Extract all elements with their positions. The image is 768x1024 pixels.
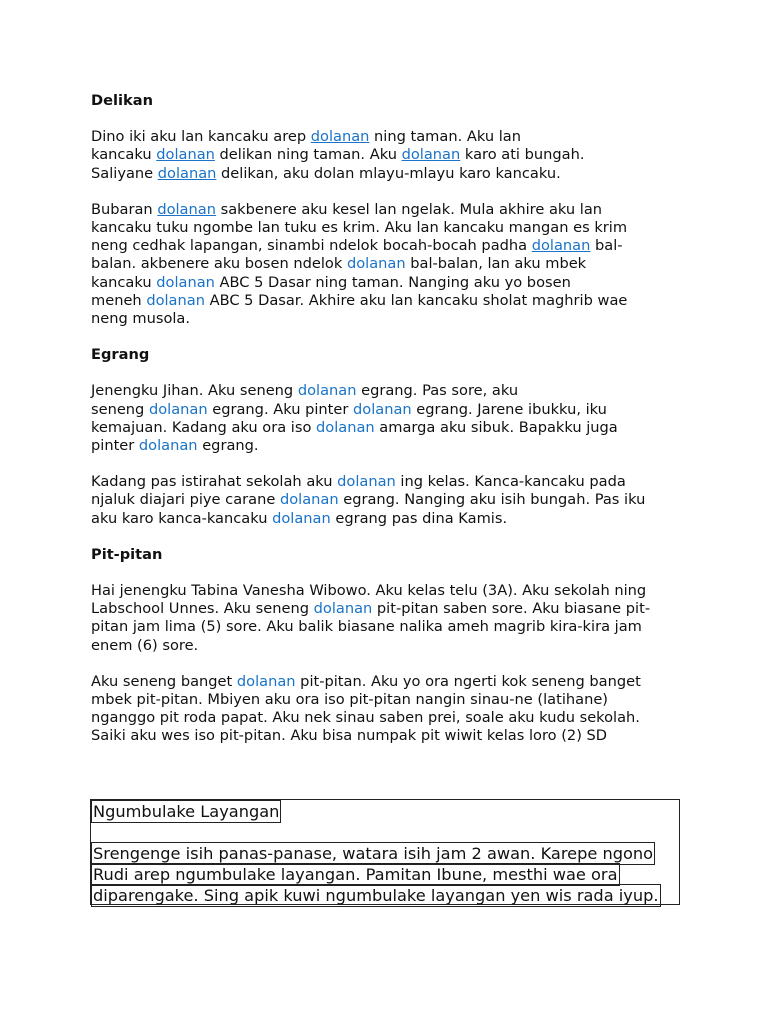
text-run: egrang. Jarene ibukku, iku	[411, 400, 607, 418]
keyword-text: dolanan	[156, 273, 215, 291]
text-run: egrang. Pas sore, aku	[356, 382, 519, 400]
text-line	[91, 201, 681, 219]
text-run: bal-balan, lan aku mbek	[405, 255, 587, 273]
dolanan-link[interactable]: dolanan	[401, 146, 461, 164]
text-run: Saiki aku wes iso pit-pitan. Aku bisa numpak pit wiwit kelas loro (2) SD	[91, 727, 608, 745]
text-line	[91, 219, 681, 237]
keyword-text: dolanan	[236, 672, 296, 690]
text-line	[91, 691, 681, 709]
text-line	[91, 437, 681, 455]
text-run: ing kelas. Kanca-kancaku pada	[395, 473, 626, 491]
text-run: ABC 5 Dasar ning taman. Nanging aku yo bosen	[214, 273, 571, 291]
text-run: seneng	[91, 400, 149, 418]
keyword-text: dolanan	[337, 473, 396, 491]
text-run: egrang.	[197, 437, 259, 455]
text-run: sakbenere aku kesel lan ngelak. Mula akhire aku lan	[215, 200, 603, 218]
keyword-text: dolanan	[297, 382, 357, 400]
text-line	[91, 274, 681, 292]
text-run: enem (6) sore.	[91, 636, 199, 654]
dolanan-link[interactable]: dolanan	[531, 237, 591, 255]
text-line	[91, 727, 681, 745]
paragraph	[91, 382, 681, 455]
text-line	[91, 419, 681, 437]
dolanan-link[interactable]: dolanan	[157, 200, 216, 218]
keyword-text: dolanan	[272, 509, 331, 527]
text-run: karo ati bungah.	[460, 146, 585, 164]
text-run: pit-pitan. Aku yo ora ngerti kok seneng banget	[295, 672, 641, 690]
text-run: Jenengku Jihan. Aku seneng	[91, 382, 298, 400]
text-run: neng cedhak lapangan, sinambi ndelok bocah-bocah padha	[91, 237, 532, 255]
box-line-2: Rudi arep ngumbulake layangan. Pamitan Ibune, mesthi wae ora	[93, 865, 618, 884]
dolanan-link[interactable]: dolanan	[310, 128, 370, 146]
document-body	[91, 92, 681, 764]
text-run: Aku seneng banget	[91, 672, 237, 690]
text-run: ning taman. Aku lan	[369, 128, 521, 146]
text-run: Saliyane	[91, 164, 158, 182]
text-run: ABC 5 Dasar. Akhire aku lan kancaku sholat maghrib wae	[204, 291, 628, 309]
text-run: Kadang pas istirahat sekolah aku	[91, 473, 338, 491]
text-run: Dino iki aku lan kancaku arep	[91, 128, 311, 146]
text-run: Labschool Unnes. Aku seneng	[91, 600, 314, 618]
text-line	[91, 382, 681, 400]
text-line	[91, 128, 681, 146]
text-run: egrang pas dina Kamis.	[330, 509, 508, 527]
text-line	[91, 510, 681, 528]
text-line	[91, 709, 681, 727]
text-run: Bubaran	[91, 200, 158, 218]
text-line	[91, 165, 681, 183]
section-heading: Pit-pitan	[91, 545, 163, 563]
text-run: nganggo pit roda papat. Aku nek sinau saben prei, soale aku kudu sekolah.	[91, 709, 640, 727]
text-run: delikan ning taman. Aku	[214, 146, 402, 164]
text-run: njaluk diajari piye carane	[91, 491, 280, 509]
text-line	[91, 292, 681, 310]
text-run: pinter	[91, 437, 139, 455]
dolanan-link[interactable]: dolanan	[156, 146, 215, 164]
section-heading: Egrang	[91, 346, 150, 364]
text-run: aku karo kanca-kancaku	[91, 509, 273, 527]
text-run: Hai jenengku Tabina Vanesha Wibowo. Aku kelas telu (3A). Aku sekolah ning	[91, 582, 647, 600]
box-title: Ngumbulake Layangan	[93, 802, 280, 821]
text-line	[91, 618, 681, 636]
text-run: bal-	[590, 237, 623, 255]
text-run: kemajuan. Kadang aku ora iso	[91, 418, 317, 436]
text-line	[91, 637, 681, 655]
text-line	[91, 146, 681, 164]
text-run: kancaku tuku ngombe lan tuku es krim. Aku lan kancaku mangan es krim	[91, 219, 628, 237]
keyword-text: dolanan	[313, 600, 373, 618]
keyword-text: dolanan	[353, 400, 412, 418]
section-heading: Delikan	[91, 92, 153, 109]
paragraph	[91, 128, 681, 183]
text-run: delikan, aku dolan mlayu-mlayu karo kancaku.	[216, 164, 561, 182]
box-line-3: diparengake. Sing apik kuwi ngumbulake layangan yen wis rada iyup.	[93, 886, 659, 905]
text-run: meneh	[91, 291, 147, 309]
text-box-layangan	[90, 799, 680, 905]
text-line	[91, 582, 681, 600]
text-line	[91, 673, 681, 691]
text-run: egrang. Aku pinter	[207, 400, 354, 418]
text-run: pit-pitan saben sore. Aku biasane pit-	[372, 600, 651, 618]
keyword-text: dolanan	[138, 437, 198, 455]
keyword-text: dolanan	[148, 400, 208, 418]
keyword-text: dolanan	[279, 491, 339, 509]
paragraph	[91, 473, 681, 528]
paragraph	[91, 201, 681, 328]
text-line	[91, 255, 681, 273]
text-line	[91, 491, 681, 509]
text-line	[91, 401, 681, 419]
text-run: balan. akbenere aku bosen ndelok	[91, 255, 347, 273]
paragraph	[91, 582, 681, 655]
text-run: kancaku	[91, 273, 157, 291]
dolanan-link[interactable]: dolanan	[157, 164, 217, 182]
text-line	[91, 600, 681, 618]
text-line	[91, 237, 681, 255]
paragraph	[91, 673, 681, 746]
keyword-text: dolanan	[316, 418, 375, 436]
text-run: pitan jam lima (5) sore. Aku balik biasane nalika ameh magrib kira-kira jam	[91, 618, 642, 636]
text-run: neng musola.	[91, 310, 191, 328]
box-line-1: Srengenge isih panas-panase, watara isih jam 2 awan. Karepe ngono	[93, 844, 654, 863]
text-run: mbek pit-pitan. Mbiyen aku ora iso pit-pitan nangin sinau-ne (latihane)	[91, 691, 608, 709]
text-line	[91, 473, 681, 491]
text-run: kancaku	[91, 146, 157, 164]
text-run: egrang. Nanging aku isih bungah. Pas iku	[338, 491, 646, 509]
text-line	[91, 310, 681, 328]
text-run: amarga aku sibuk. Bapakku juga	[374, 418, 618, 436]
keyword-text: dolanan	[146, 291, 205, 309]
keyword-text: dolanan	[346, 255, 406, 273]
